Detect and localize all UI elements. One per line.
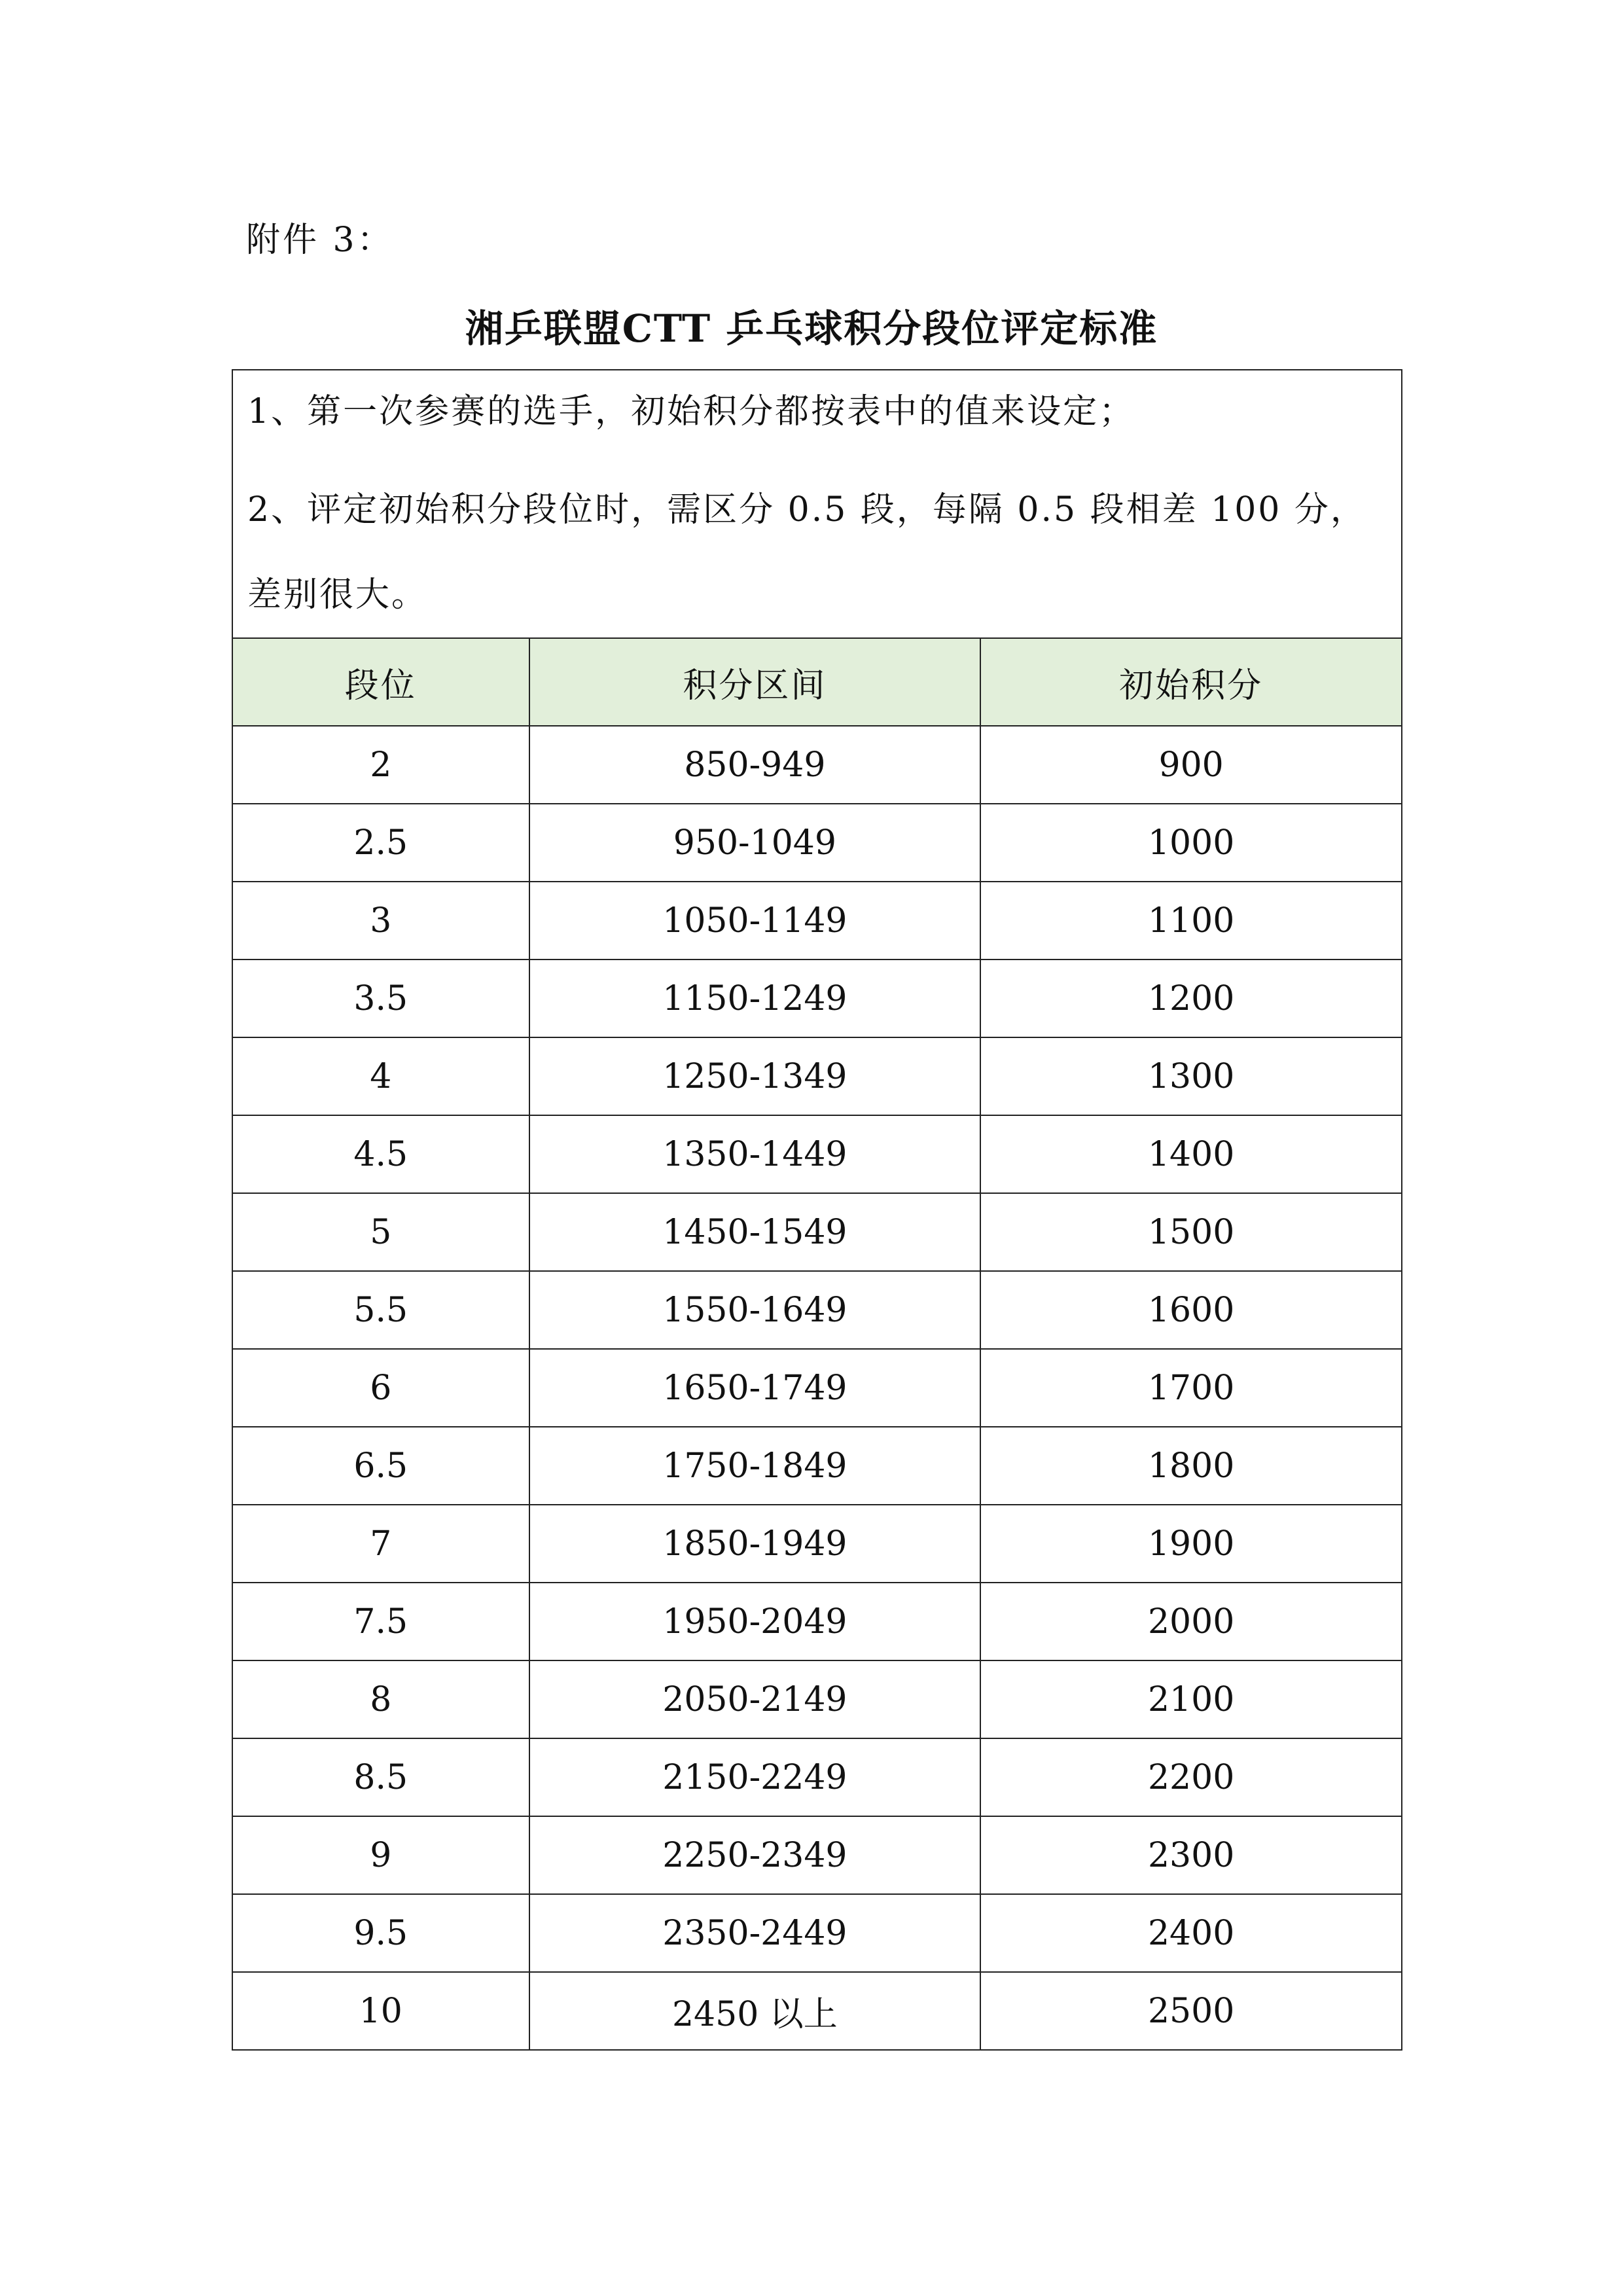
table-header-row (232, 638, 1402, 726)
level-cell: 7.5 (232, 1583, 529, 1660)
range-cell: 1950-2049 (529, 1583, 981, 1660)
range-cell: 2250-2349 (529, 1816, 981, 1894)
level-cell: 9.5 (232, 1894, 529, 1972)
range-cell: 1050-1149 (529, 882, 981, 960)
level-cell: 3 (232, 882, 529, 960)
column-header-level: 段位 (232, 638, 529, 726)
level-cell: 2 (232, 726, 529, 804)
level-cell: 4 (232, 1037, 529, 1115)
initial-score-cell: 1800 (980, 1427, 1402, 1505)
level-cell: 9 (232, 1816, 529, 1894)
table-row (232, 1894, 1402, 1972)
column-header-initial: 初始积分 (980, 638, 1402, 726)
initial-score-cell: 1200 (980, 960, 1402, 1037)
table-row (232, 1271, 1402, 1349)
level-cell: 8.5 (232, 1738, 529, 1816)
range-cell: 1150-1249 (529, 960, 981, 1037)
table-row (232, 1972, 1402, 2050)
rating-standard-table (232, 369, 1402, 2051)
table-row (232, 1349, 1402, 1427)
level-cell: 2.5 (232, 804, 529, 882)
level-cell: 3.5 (232, 960, 529, 1037)
level-cell: 5.5 (232, 1271, 529, 1349)
table-row (232, 726, 1402, 804)
level-cell: 5 (232, 1193, 529, 1271)
initial-score-cell: 1100 (980, 882, 1402, 960)
range-cell: 1750-1849 (529, 1427, 981, 1505)
table-row (232, 1505, 1402, 1583)
note-item: 1、第一次参赛的选手，初始积分都按表中的值来设定； (247, 392, 1135, 431)
initial-score-cell: 1500 (980, 1193, 1402, 1271)
level-cell: 8 (232, 1660, 529, 1738)
notes-cell (232, 370, 1402, 638)
table-row (232, 1583, 1402, 1660)
range-cell: 1850-1949 (529, 1505, 981, 1583)
column-header-range: 积分区间 (529, 638, 981, 726)
initial-score-cell: 2500 (980, 1972, 1402, 2050)
attachment-label: 附件 3： (246, 221, 394, 260)
initial-score-cell: 1900 (980, 1505, 1402, 1583)
table-row (232, 1427, 1402, 1505)
initial-score-cell: 1700 (980, 1349, 1402, 1427)
range-cell: 1650-1749 (529, 1349, 981, 1427)
range-cell: 850-949 (529, 726, 981, 804)
initial-score-cell: 1400 (980, 1115, 1402, 1193)
notes-row (232, 370, 1402, 638)
level-cell: 6 (232, 1349, 529, 1427)
range-cell: 2050-2149 (529, 1660, 981, 1738)
level-cell: 10 (232, 1972, 529, 2050)
range-cell: 2350-2449 (529, 1894, 981, 1972)
initial-score-cell: 900 (980, 726, 1402, 804)
range-cell: 2450 以上 (529, 1972, 981, 2050)
note-item: 2、评定初始积分段位时，需区分 0.5 段，每隔 0.5 段相差 100 分，差别很大。 (247, 490, 1366, 615)
range-cell: 950-1049 (529, 804, 981, 882)
range-cell: 2150-2249 (529, 1738, 981, 1816)
table-row (232, 1816, 1402, 1894)
initial-score-cell: 1600 (980, 1271, 1402, 1349)
initial-score-cell: 2200 (980, 1738, 1402, 1816)
initial-score-cell: 1000 (980, 804, 1402, 882)
initial-score-cell: 2400 (980, 1894, 1402, 1972)
level-cell: 7 (232, 1505, 529, 1583)
table-row (232, 1193, 1402, 1271)
initial-score-cell: 2000 (980, 1583, 1402, 1660)
initial-score-cell: 2300 (980, 1816, 1402, 1894)
table-row (232, 960, 1402, 1037)
range-cell: 1450-1549 (529, 1193, 981, 1271)
initial-score-cell: 1300 (980, 1037, 1402, 1115)
level-cell: 6.5 (232, 1427, 529, 1505)
range-cell: 1350-1449 (529, 1115, 981, 1193)
table-row (232, 882, 1402, 960)
range-cell: 1250-1349 (529, 1037, 981, 1115)
table-row (232, 1037, 1402, 1115)
document-title: 湘乒联盟CTT 乒乓球积分段位评定标准 (465, 306, 1158, 351)
table-row (232, 1115, 1402, 1193)
initial-score-cell: 2100 (980, 1660, 1402, 1738)
range-cell: 1550-1649 (529, 1271, 981, 1349)
table-row (232, 1660, 1402, 1738)
table-row (232, 804, 1402, 882)
level-cell: 4.5 (232, 1115, 529, 1193)
table-row (232, 1738, 1402, 1816)
